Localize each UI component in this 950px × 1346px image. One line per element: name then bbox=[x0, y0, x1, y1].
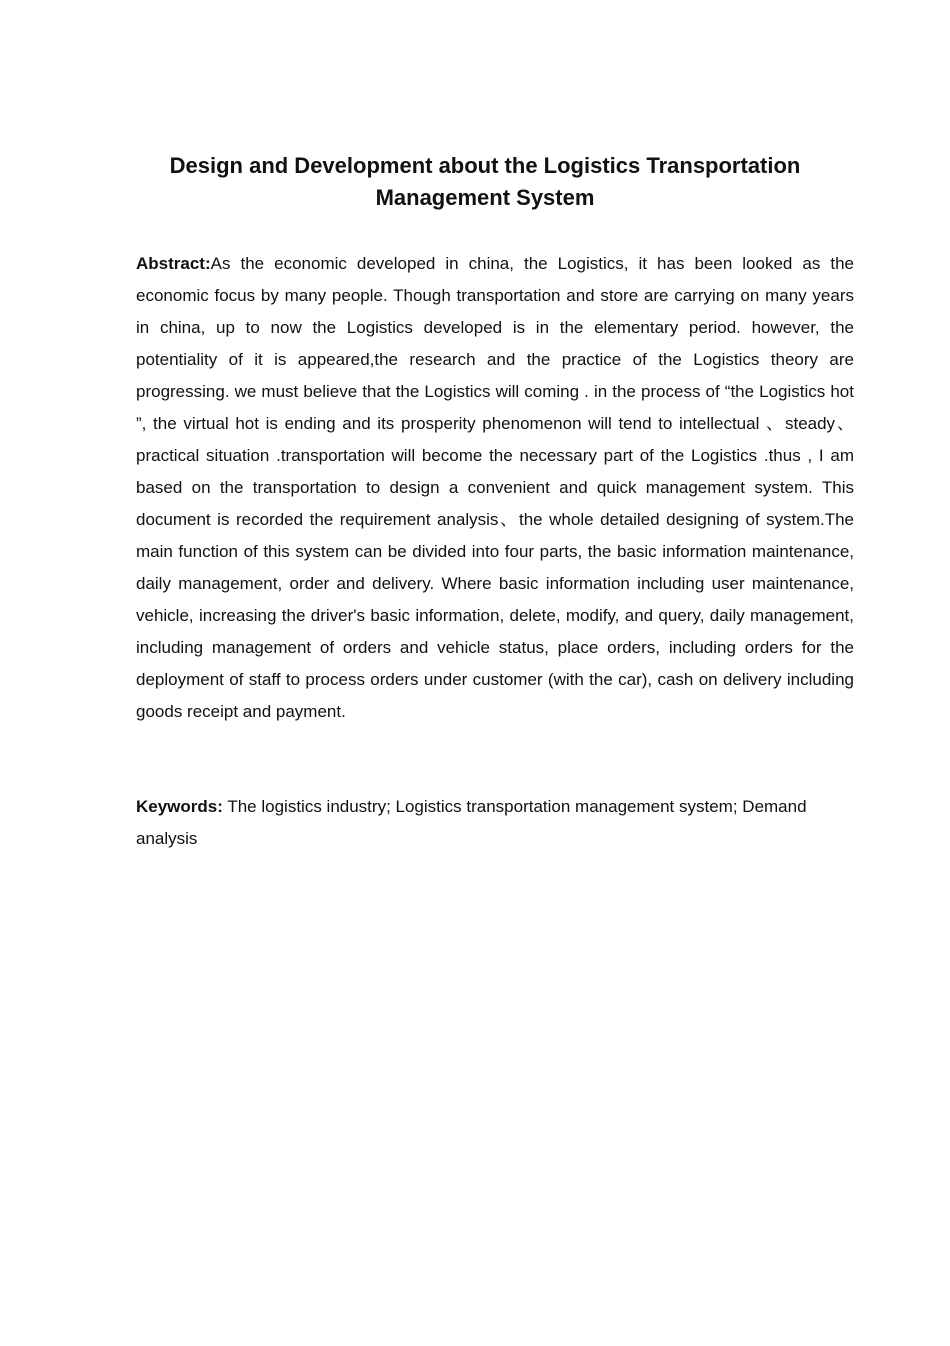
abstract-label: Abstract: bbox=[136, 254, 211, 273]
keywords-paragraph bbox=[136, 791, 854, 855]
keywords-label: Keywords: bbox=[136, 797, 223, 816]
title-line-2: Management System bbox=[375, 185, 595, 210]
title-line-1: Design and Development about the Logistics Transportation bbox=[169, 153, 801, 178]
abstract-paragraph bbox=[136, 248, 854, 728]
keywords-text: The logistics industry; Logistics transportation management system; Demand analysis bbox=[136, 797, 807, 848]
abstract-text: As the economic developed in china, the Logistics, it has been looked as the economic focus by many people. Though transportation and store are carrying on many years in china, up to now the Logistics developed is in the elementary period. however, the potentiality of it is appeared,the research and the practice of the Logistics theory are progressing. we must believe that the Logistics will coming . in the process of “the Logistics hot ”, the virtual hot is ending and its prosperity phenomenon will tend to intellectual 、steady、practical situation .transportation will become the necessary part of the Logistics .thus , I am based on the transportation to design a convenient and quick management system. This document is recorded the requirement analysis、the whole detailed designing of system.The main function of this system can be divided into four parts, the basic information maintenance, daily management, order and delivery. Where basic information including user maintenance, vehicle, increasing the driver's basic information, delete, modify, and query, daily management, including management of orders and vehicle status, place orders, including orders for the deployment of staff to process orders under customer (with the car), cash on delivery including goods receipt and payment. bbox=[136, 254, 854, 721]
document-title bbox=[120, 150, 850, 214]
